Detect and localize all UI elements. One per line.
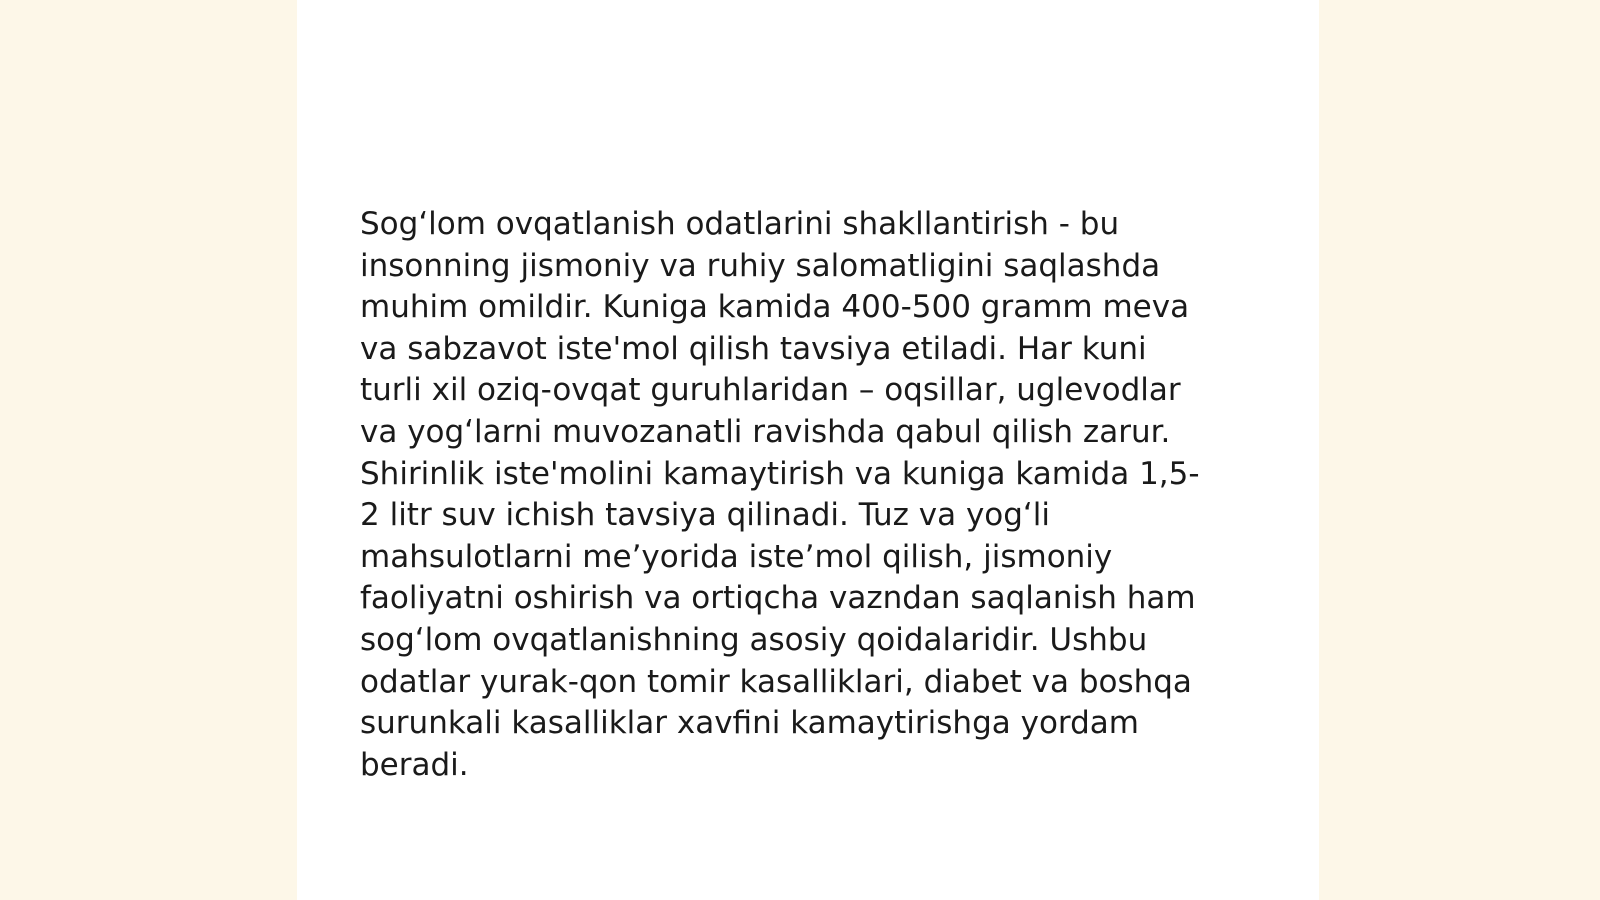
body-line: va sabzavot iste'mol qilish tavsiya etiladi. Har kuni [360, 330, 1147, 367]
body-line: 2 litr suv ichish tavsiya qilinadi. Tuz va yog‘li [360, 497, 1051, 534]
body-line: sog‘lom ovqatlanishning asosiy qoidalaridir. Ushbu [360, 621, 1148, 658]
slide [297, 0, 1319, 900]
body-line: faoliyatni oshirish va ortiqcha vazndan saqlanish ham [360, 580, 1196, 617]
slide-body-text [360, 204, 1240, 786]
body-line: turli xil oziq-ovqat guruhlaridan – oqsillar, uglevodlar [360, 372, 1181, 409]
body-line: insonning jismoniy va ruhiy salomatligini saqlashda [360, 247, 1161, 284]
body-line: mahsulotlarni me’yorida iste’mol qilish, jismoniy [360, 538, 1113, 575]
body-line: va yog‘larni muvozanatli ravishda qabul qilish zarur. [360, 413, 1171, 450]
body-line: beradi. [360, 746, 469, 783]
body-line: surunkali kasalliklar xavfini kamaytirishga yordam [360, 705, 1139, 742]
body-line: Shirinlik iste'molini kamaytirish va kuniga kamida 1,5- [360, 455, 1200, 492]
body-line: odatlar yurak-qon tomir kasalliklari, diabet va boshqa [360, 663, 1192, 700]
body-line: muhim omildir. Kuniga kamida 400-500 gramm meva [360, 289, 1190, 326]
body-line: Sog‘lom ovqatlanish odatlarini shakllantirish - bu [360, 206, 1120, 242]
